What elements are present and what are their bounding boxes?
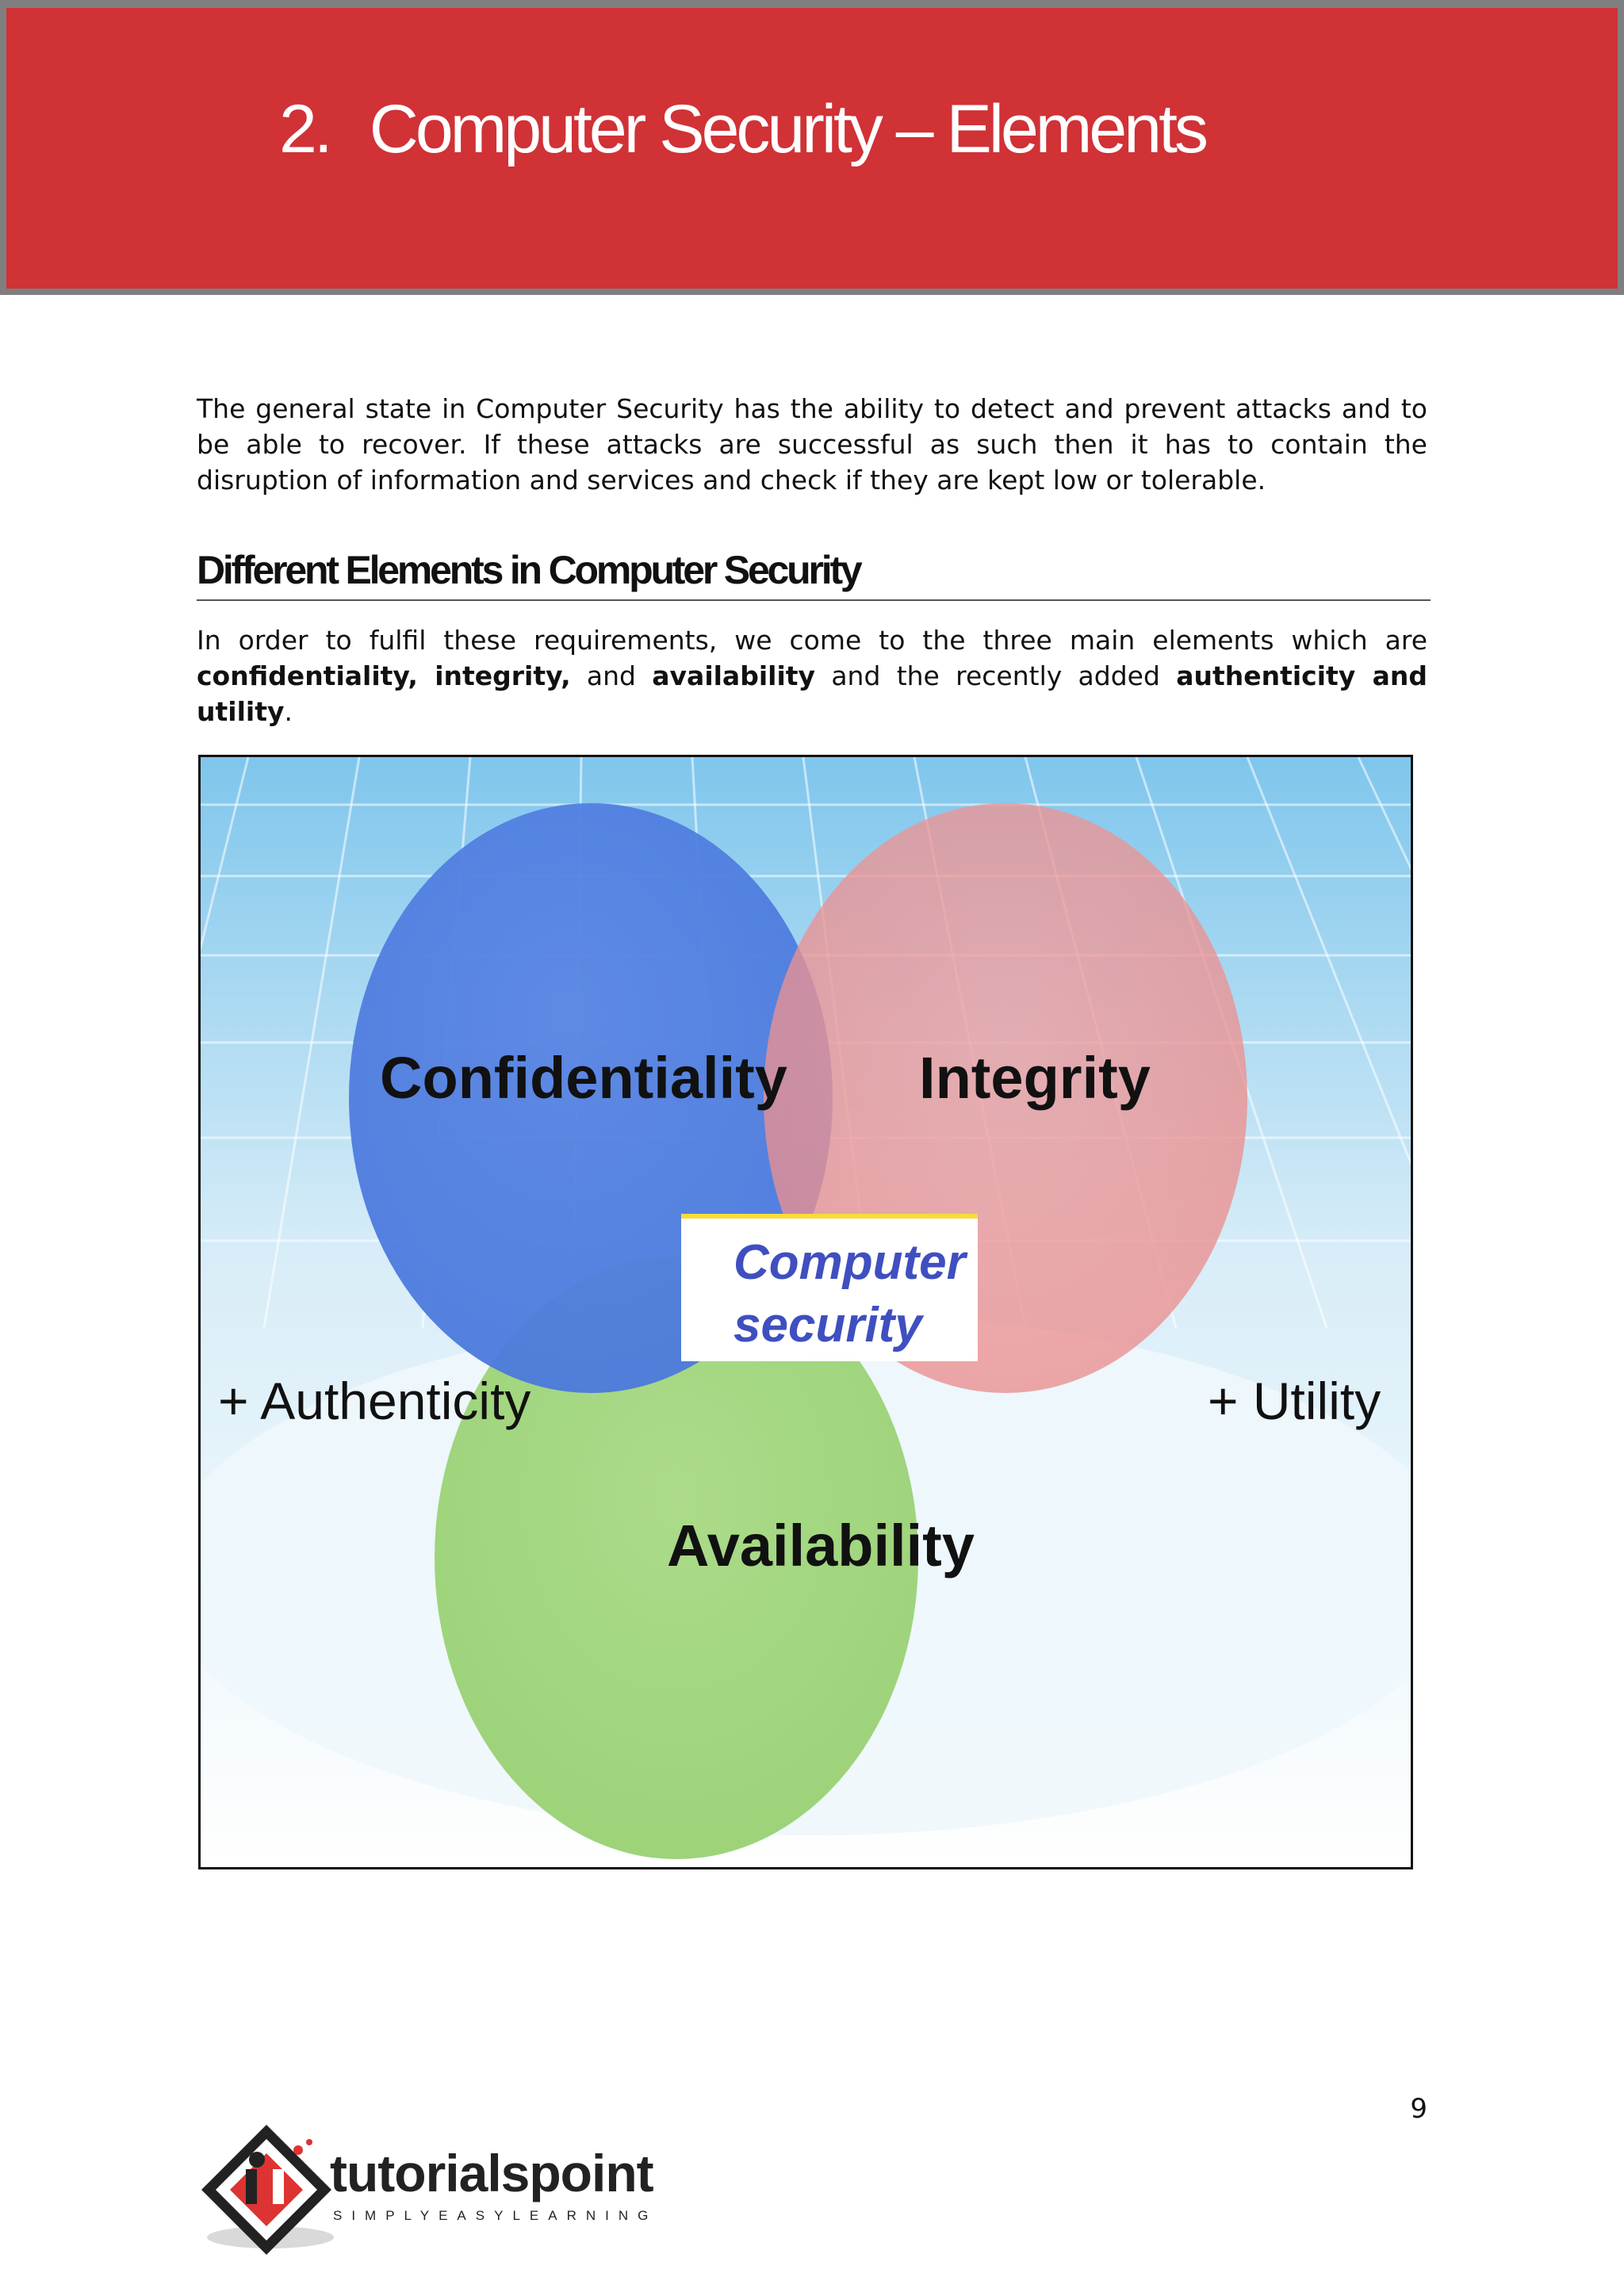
chapter-title-text: Computer Security – Elements bbox=[369, 91, 1205, 167]
integrity-label: Integrity bbox=[919, 1045, 1151, 1111]
authenticity-label: + Authenticity bbox=[218, 1372, 531, 1430]
security-elements-diagram bbox=[198, 755, 1413, 1869]
term-availability: availability bbox=[652, 660, 816, 691]
center-label-line1: Computer bbox=[733, 1235, 966, 1290]
availability-label: Availability bbox=[667, 1513, 975, 1578]
chapter-number: 2. bbox=[279, 91, 330, 167]
requirements-mid: and the recently added bbox=[815, 660, 1177, 691]
requirements-and: and bbox=[570, 660, 653, 691]
utility-label: + Utility bbox=[1208, 1372, 1381, 1430]
chapter-header-banner bbox=[0, 0, 1624, 295]
requirements-paragraph bbox=[197, 622, 1427, 729]
venn-diagram-svg bbox=[201, 757, 1411, 1867]
confidentiality-label: Confidentiality bbox=[380, 1045, 787, 1111]
svg-text:tutorialspoint bbox=[330, 2144, 654, 2202]
term-confidentiality-integrity: confidentiality, integrity, bbox=[197, 660, 571, 691]
logo-name: tutorialspoint bbox=[330, 2144, 653, 2202]
requirements-end: . bbox=[284, 696, 293, 727]
tutorialspoint-logo-icon bbox=[195, 2118, 671, 2261]
tutorialspoint-logo bbox=[195, 2118, 671, 2261]
requirements-lead: In order to fulfil these requirements, we come to the three main elements which are bbox=[197, 625, 1427, 656]
page-number: 9 bbox=[1410, 2093, 1427, 2125]
center-label-line2: security bbox=[733, 1298, 922, 1353]
center-label-accent bbox=[681, 1214, 978, 1219]
section-heading: Different Elements in Computer Security bbox=[197, 547, 1431, 601]
term-authenticity-utility: authenticity and utility bbox=[197, 660, 1427, 727]
intro-paragraph: The general state in Computer Security has the ability to detect and prevent attacks and to be able to recover. If these attacks are successful as such then it has to contain the disruption of information and services and check if they are kept low or tolerable. bbox=[197, 393, 1427, 496]
logo-tagline: SIMPLYEASYLEARNING bbox=[333, 2208, 658, 2223]
chapter-title bbox=[279, 90, 1205, 169]
